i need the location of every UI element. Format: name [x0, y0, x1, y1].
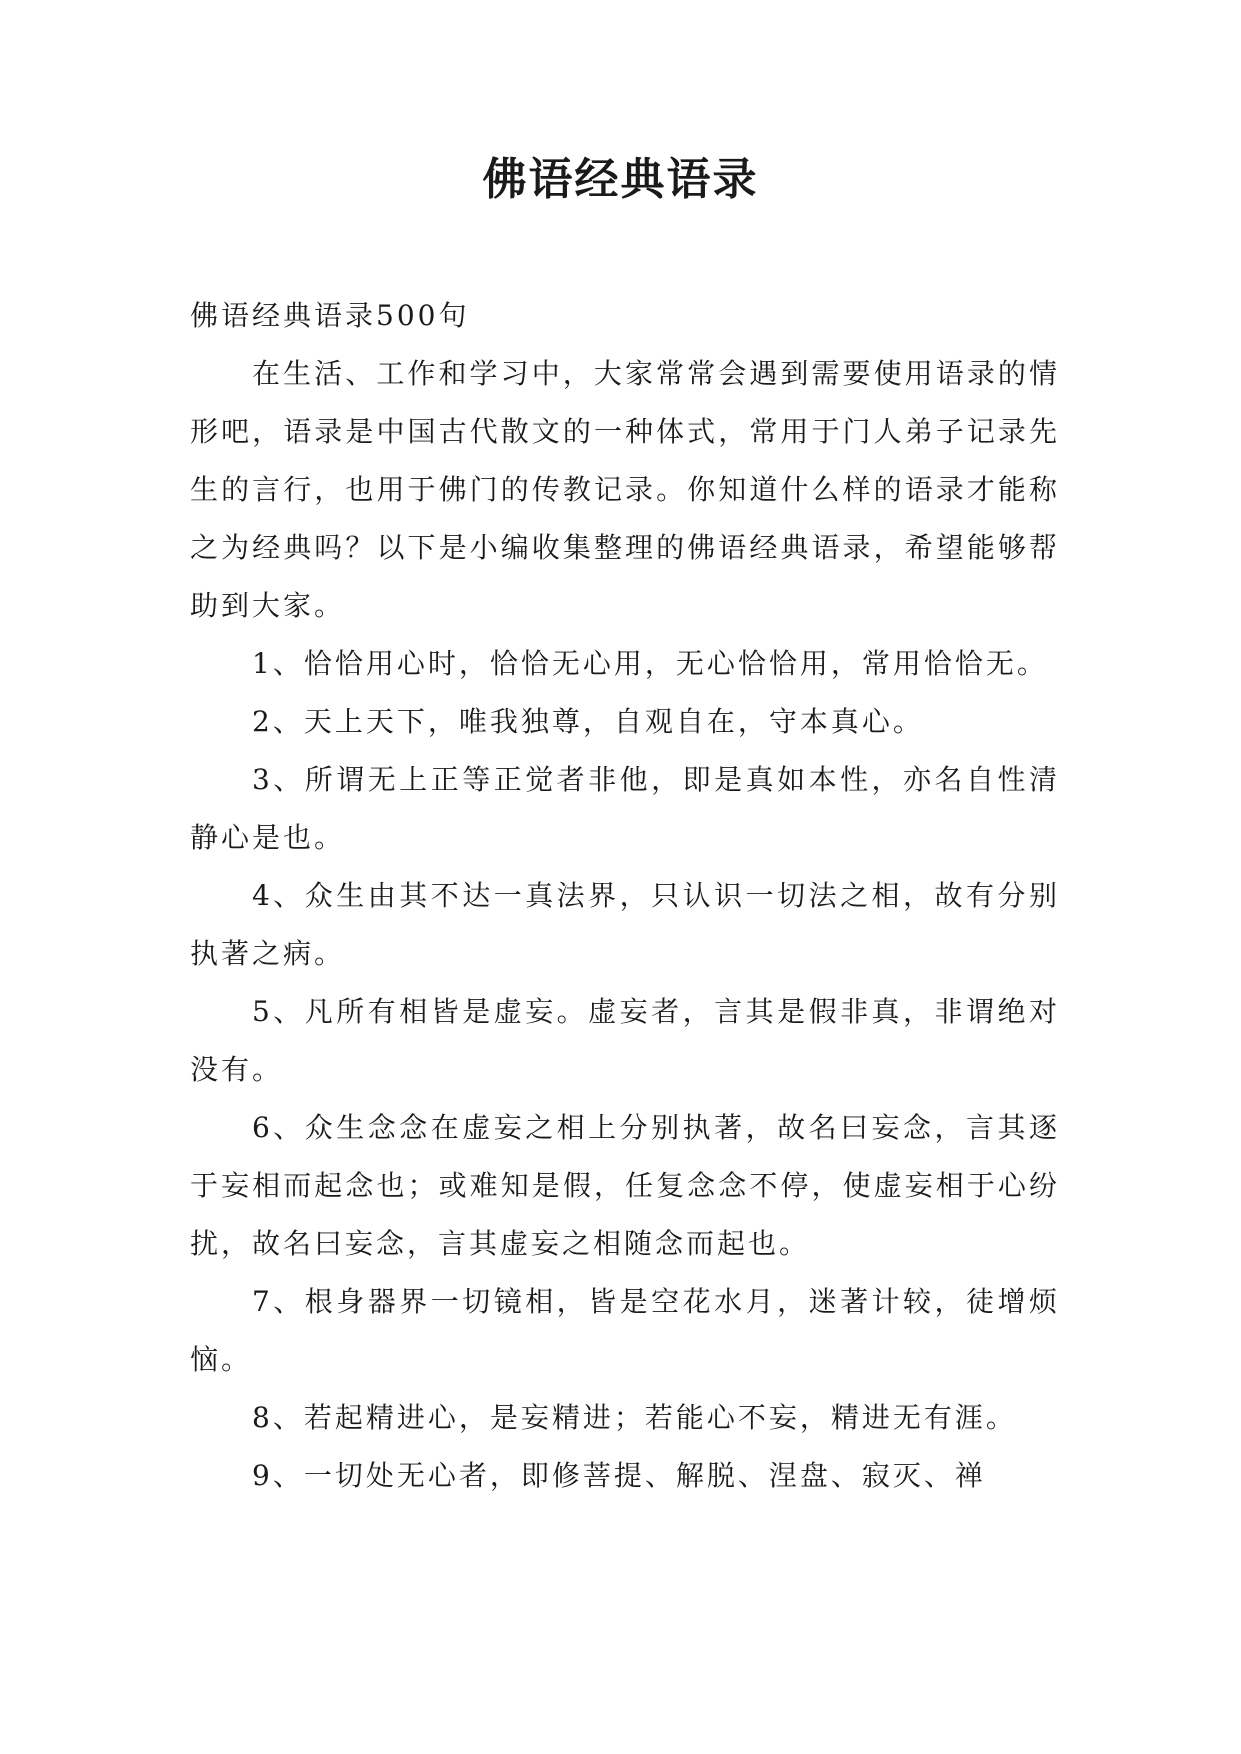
quote-paragraph: 1、恰恰用心时，恰恰无心用，无心恰恰用，常用恰恰无。: [252, 647, 1048, 680]
quote-paragraph: 8、若起精进心，是妄精进；若能心不妄，精进无有涯。: [252, 1401, 1017, 1434]
quote-paragraph: 5、凡所有相皆是虚妄。虚妄者，言其是假非真，非谓绝对没有。: [190, 995, 1060, 1086]
quote-paragraph: 4、众生由其不达一真法界，只认识一切法之相，故有分别执著之病。: [190, 879, 1060, 970]
document-title: 佛语经典语录: [482, 154, 759, 205]
quote-paragraph: 7、根身器界一切镜相，皆是空花水月，迷著计较，徒增烦恼。: [190, 1285, 1060, 1376]
quote-paragraph: 3、所谓无上正等正觉者非他，即是真如本性，亦名自性清静心是也。: [190, 763, 1060, 854]
intro-paragraph: 在生活、工作和学习中，大家常常会遇到需要使用语录的情形吧，语录是中国古代散文的一种体式，常用于门人弟子记录先生的言行，也用于佛门的传教记录。你知道什么样的语录才能称之为经典吗？以下是小编收集整理的佛语经典语录，希望能够帮助到大家。: [190, 357, 1060, 622]
quote-paragraph: 2、天上天下，唯我独尊，自观自在，守本真心。: [252, 705, 924, 738]
quote-paragraph: 9、一切处无心者，即修菩提、解脱、涅盘、寂灭、禅: [252, 1459, 986, 1492]
quote-paragraph: 6、众生念念在虚妄之相上分别执著，故名曰妄念，言其逐于妄相而起念也；或难知是假，任复念念不停，使虚妄相于心纷扰，故名曰妄念，言其虚妄之相随念而起也。: [190, 1111, 1060, 1260]
document-subtitle: 佛语经典语录500句: [190, 299, 470, 332]
document-body: [190, 287, 1060, 1505]
